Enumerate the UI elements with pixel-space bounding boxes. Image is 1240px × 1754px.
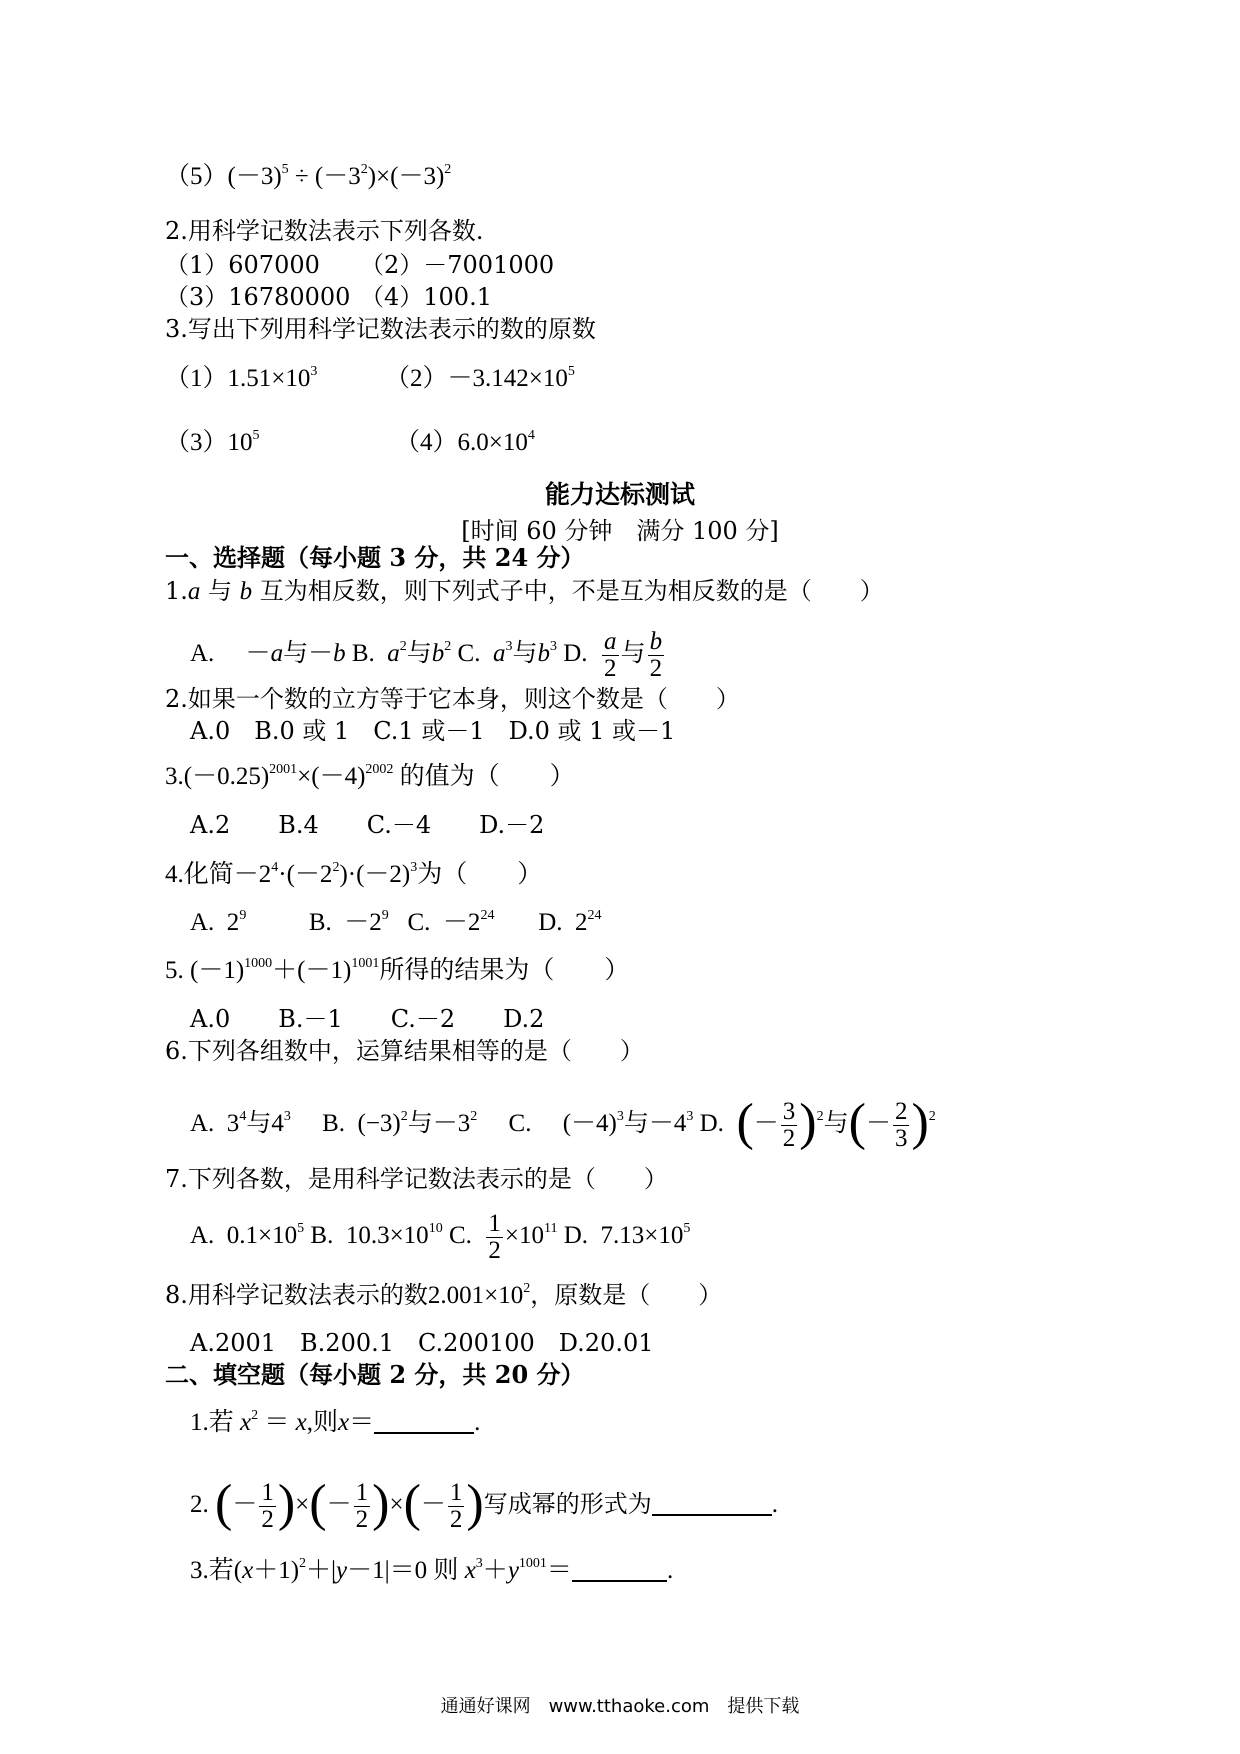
q-text: 4.化简 (165, 861, 234, 888)
q2-item-2: （2）－7001000 (360, 251, 555, 279)
var-a: a (187, 578, 201, 605)
q2-item-1: （1）607000 (165, 251, 320, 279)
mc-question-8-options: A.2001 B.200.1 C.200100 D.20.01 (190, 1329, 654, 1357)
mc-question-6: 6.下列各组数中，运算结果相等的是（ ） (165, 1037, 644, 1065)
test-title: 能力达标测试 (544, 480, 695, 509)
mc-question-5-options: A.0 B.－1 C.－2 D.2 (190, 1005, 545, 1033)
mc-question-3: $3.(-0.25)^{2001}\times(-4)^{2002}$ 的值为（ ） (165, 762, 575, 790)
item-label: （1） (165, 365, 228, 392)
question-3-title: 3.写出下列用科学记数法表示的数的原数 (165, 315, 596, 343)
mc-question-4: 4.化简$-2^4\cdot(-2^2)\cdot(-2)^3$为（ ） (165, 860, 543, 888)
mc-question-2-options: A.0 B.0 或 1 C.1 或－1 D.0 或 1 或－1 (190, 717, 676, 745)
q-text: ，原数是（ ） (530, 1281, 723, 1309)
answer-blank[interactable] (572, 1556, 667, 1582)
q3-row-2: $(3)10^5$ $(4)6.0\times 10^4$ (165, 428, 535, 456)
item-label: （3） (165, 429, 228, 456)
answer-blank[interactable] (374, 1408, 474, 1434)
q-text: 1.若 (190, 1409, 234, 1436)
mc-question-6-options: A. $3^4$与$4^3$ B. $(-3)^2$与$-3^2$ C. $(-4)^3$与$-4^3$ D. (－ $\frac{3}{2}$ )$^2$与(－ $\frac{2}{3}$ )$^2$ (190, 1094, 936, 1152)
section-2-header: 二、填空题（每小题 2 分，共 20 分） (165, 1360, 585, 1389)
q-text: 互为相反数，则下列式子中，不是互为相反数的是（ ） (252, 577, 884, 605)
q2-item-3: （3）16780000 (165, 283, 351, 311)
mc-question-7: 7.下列各数，是用科学记数法表示的是（ ） (165, 1165, 668, 1193)
q-number: 2. (190, 1491, 209, 1518)
mc-question-1-options: A. －a与－b B. $a^2$与$b^2$ C. $a^3$与$b^3$ D. $\frac{a}{2}$ 与 $\frac{b}{2}$ (190, 627, 663, 682)
q-number: 1. (165, 577, 188, 605)
fill-question-2: 2. (－ $\frac{1}{2}$ )×(－ $\frac{1}{2}$ )×(－ $\frac{1}{2}$ )写成幂的形式为 . (190, 1475, 778, 1533)
mc-question-5: 5. $(-1)^{1000}+(-1)^{1001}$所得的结果为（ ） (165, 956, 630, 984)
q-text: 8.用科学记数法表示的数 (165, 1281, 428, 1309)
item-label: （2） (385, 365, 448, 392)
q-text: 的值为（ ） (399, 763, 575, 790)
q-number: 5. (165, 957, 184, 984)
q3-row-1: $(1)1.51\times 10^3$ $(2)-3.142\times 10^5$ (165, 364, 575, 392)
fill-question-1: 1.若 $x^2 = x$,则x＝ . (190, 1408, 481, 1436)
exercise-5: $(5)(-3)^5 \div (-3^2)\times(-3)^2$ (165, 162, 452, 190)
section-1-header: 一、选择题（每小题 3 分，共 24 分） (165, 543, 585, 572)
mc-question-1 (165, 576, 884, 607)
q2-item-4: （4）100.1 (360, 283, 492, 311)
q-text: 所得的结果为（ ） (379, 957, 630, 984)
q-text: 与 (200, 577, 240, 605)
mc-question-4-options: A. $2^9$ B. $-2^9$ C. $-2^{24}$ D. $2^{24}$ (190, 908, 602, 936)
q2-row-1 (165, 250, 555, 280)
item-label: （5） (165, 163, 228, 190)
q2-row-2 (165, 282, 492, 312)
item-label: （4） (395, 429, 458, 456)
q-text: 3.若 (190, 1557, 234, 1584)
question-2-title: 2.用科学记数法表示下列各数. (165, 217, 484, 245)
mc-question-3-options: A.2 B.4 C.－4 D.－2 (190, 811, 545, 839)
var-b: b (239, 578, 253, 605)
test-subtitle: [时间 60 分钟 满分 100 分] (461, 517, 779, 545)
page-footer: 通通好课网 www.tthaoke.com 提供下载 (440, 1696, 800, 1717)
q-text: 则 (433, 1557, 459, 1584)
q-text: 为（ ） (417, 861, 543, 888)
mc-question-7-options: A. $0.1\times 10^5$ B. $10.3\times 10^{10}$ C. $\frac{1}{2}$ $\times 10^{11}$ D. $7.13\times 10^5$ (190, 1209, 691, 1264)
q-text: 写成幂的形式为 (483, 1490, 652, 1518)
answer-blank[interactable] (652, 1490, 772, 1516)
mc-question-2: 2.如果一个数的立方等于它本身，则这个数是（ ） (165, 685, 740, 713)
mc-question-8: 8.用科学记数法表示的数$2.001\times 10^2$，原数是（ ） (165, 1281, 723, 1309)
fill-question-3: 3.若$(x+1)^2+|y-1|=0$ 则 $x^3+y^{1001}=$ . (190, 1556, 674, 1584)
